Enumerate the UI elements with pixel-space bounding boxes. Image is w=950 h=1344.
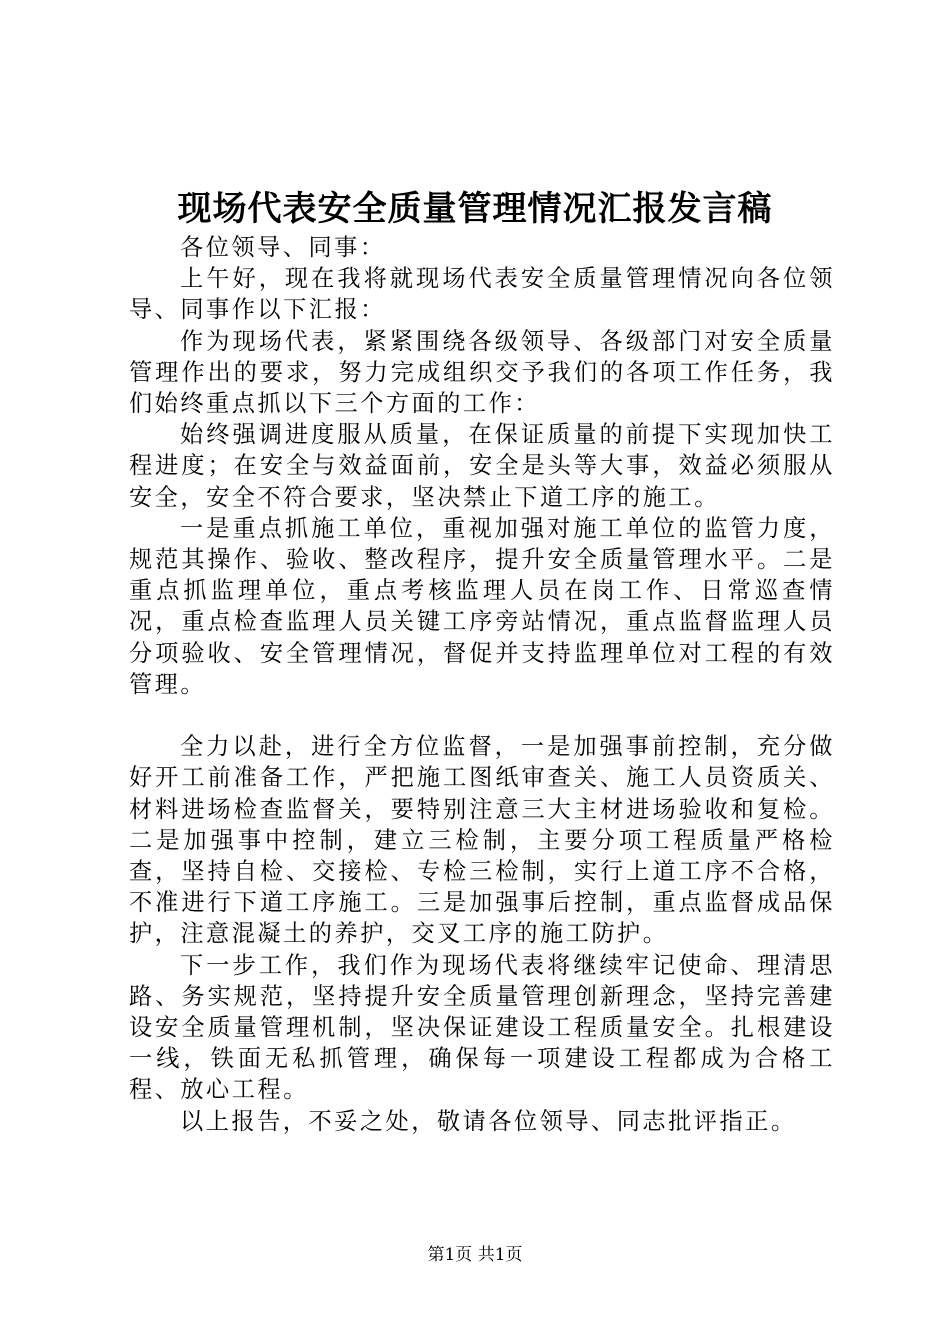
paragraph-closing: 以上报告，不妥之处，敬请各位领导、同志批评指正。 — [180, 1107, 797, 1135]
paragraph-spacer — [129, 700, 835, 731]
paragraph-greeting: 上午好，现在我将就现场代表安全质量管理情况向各位领导、同事作以下汇报： — [129, 265, 835, 324]
page-number-footer: 第1页 共1页 — [427, 1245, 523, 1265]
document-body — [129, 232, 835, 1137]
paragraph-next-steps: 下一步工作，我们作为现场代表将继续牢记使命、理清思路、务实规范，坚持提升安全质量管理创新理念，坚持完善建设安全质量管理机制，坚决保证建设工程质量安全。扎根建设一线，铁面无私抓管理，确保每一项建设工程都成为合格工程、放心工程。 — [129, 951, 835, 1104]
paragraph-intro: 作为现场代表，紧紧围绕各级领导、各级部门对安全质量管理作出的要求，努力完成组织交予我们的各项工作任务，我们始终重点抓以下三个方面的工作： — [129, 327, 835, 418]
paragraph-principle: 始终强调进度服从质量，在保证质量的前提下实现加快工程进度；在安全与效益面前，安全是头等大事，效益必须服从安全，安全不符合要求，坚决禁止下道工序的施工。 — [129, 421, 835, 511]
paragraph-focus-units: 一是重点抓施工单位，重视加强对施工单位的监管力度，规范其操作、验收、整改程序，提升安全质量管理水平。二是重点抓监理单位，重点考核监理人员在岗工作、日常巡查情况，重点检查监理人员关键工序旁站情况，重点监督监理人员分项验收、安全管理情况，督促并支持监理单位对工程的有效管理。 — [129, 514, 835, 698]
document-title: 现场代表安全质量管理情况汇报发言稿 — [177, 189, 773, 229]
paragraph-salutation: 各位领导、同事： — [180, 234, 386, 261]
paragraph-supervision: 全力以赴，进行全方位监督，一是加强事前控制，充分做好开工前准备工作，严把施工图纸审查关、施工人员资质关、材料进场检查监督关，要特别注意三大主材进场验收和复检。二是加强事中控制，建立三检制，主要分项工程质量严格检查，坚持自检、交接检、专检三检制，实行上道工序不合格，不准进行下道工序施工。三是加强事后控制，重点监督成品保护，注意混凝土的养护，交叉工序的施工防护。 — [129, 733, 835, 948]
